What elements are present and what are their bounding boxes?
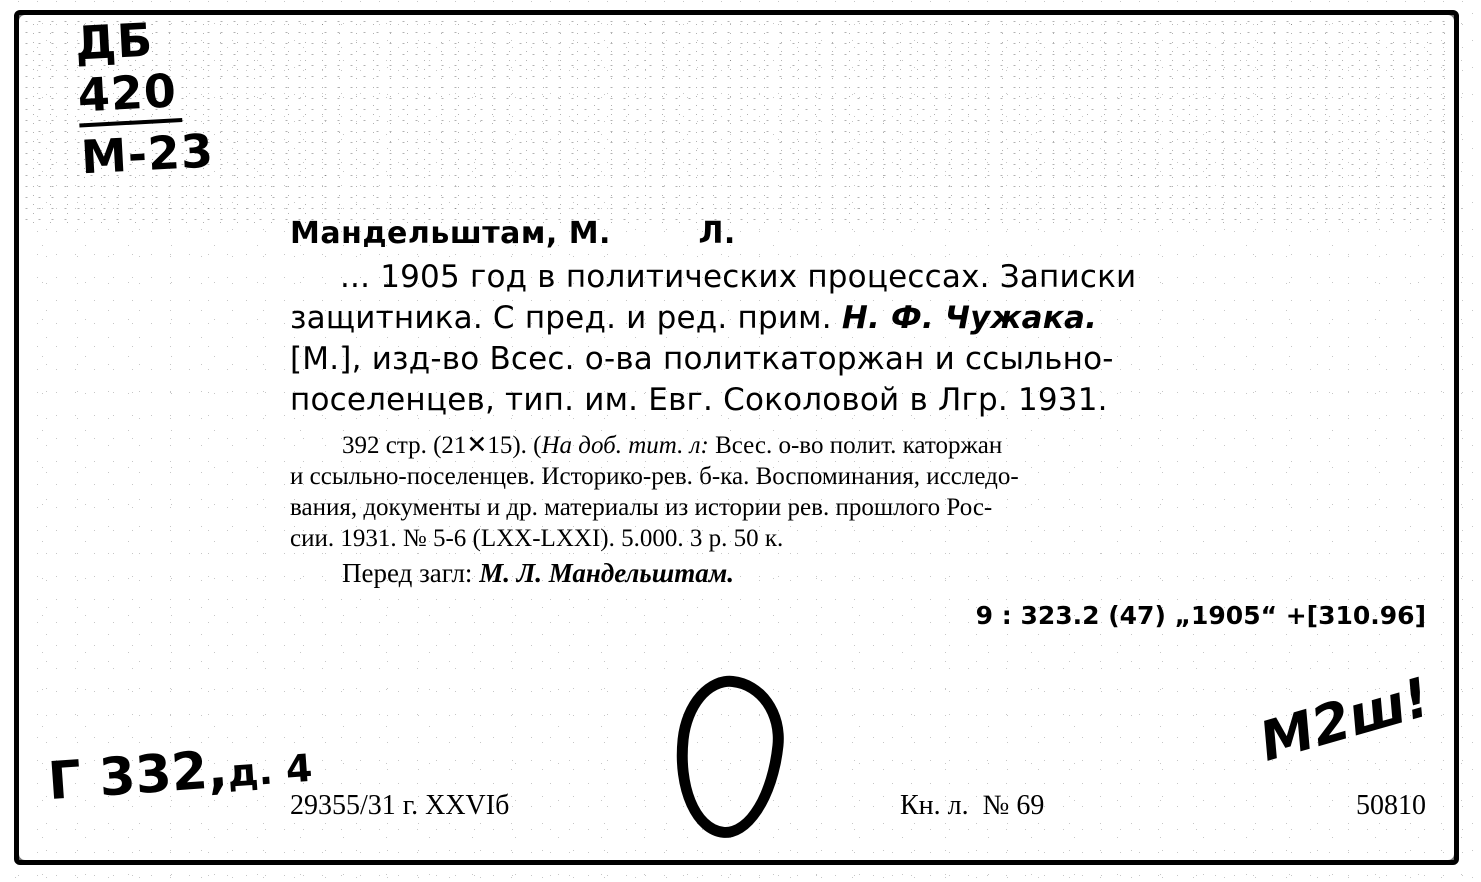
note-line-4: сии. 1931. № 5-6 (LXX-LXXI). 5.000. 3 р. 50 к. xyxy=(290,525,784,552)
title-line-2-text: защитника. С пред. и ред. прим. xyxy=(290,300,842,336)
note-line-2: и ссыльно-поселенцев. Историко-рев. б-ка. Воспоминания, исследо- xyxy=(290,463,1019,490)
footer-book-sheet: Кн. л. № 69 xyxy=(900,790,1045,821)
before-title-name: М. Л. Мандельштам. xyxy=(479,558,734,588)
note-line-1-c: Всес. о-во полит. каторжан xyxy=(708,432,1003,459)
title-line-3: [М.], изд-во Всес. о-ва политкаторжан и ссыльно- xyxy=(290,341,1114,377)
bibliographic-record xyxy=(290,216,1430,630)
handwritten-bottom-left-small: д. 4 xyxy=(226,745,314,796)
footer-accession-number: 29355/31 г. XXVIб xyxy=(290,790,510,821)
udc-classification: 9 : 323.2 (47) „1905“ +[310.96] xyxy=(975,601,1426,630)
shelfmark-line-2: 420 xyxy=(76,64,182,127)
note-line-1-italic: На доб. тит. л: xyxy=(541,432,709,459)
shelfmark-line-1: ДБ xyxy=(73,12,155,71)
shelfmark-line-3: М-23 xyxy=(79,123,216,185)
before-title-label: Перед загл: xyxy=(342,558,480,588)
handwritten-shelfmark xyxy=(74,11,215,184)
note-line-1-a: 392 стр. (21✕15). ( xyxy=(342,432,542,459)
note-line-1 xyxy=(290,430,1430,461)
note-line-3: вания, документы и др. материалы из истории рев. прошлого Рос- xyxy=(290,494,993,521)
collation-note xyxy=(290,430,1430,554)
footer-card-number: 50810 xyxy=(1356,790,1426,821)
title-line-1: ... 1905 год в политических процессах. Записки xyxy=(340,259,1137,295)
author-heading: Мандельштам, М. Л. xyxy=(290,216,736,251)
handwritten-bottom-left-main: Г 332, xyxy=(46,739,230,813)
handwritten-bottom-right: М2ш! xyxy=(1252,665,1437,774)
title-line-4: поселенцев, тип. им. Евг. Соколовой в Лгр. 1931. xyxy=(290,382,1108,418)
title-line-2 xyxy=(290,298,1430,339)
editor-name: Н. Ф. Чужака. xyxy=(841,300,1098,336)
before-title-note xyxy=(290,558,1430,589)
title-statement xyxy=(290,257,1430,421)
